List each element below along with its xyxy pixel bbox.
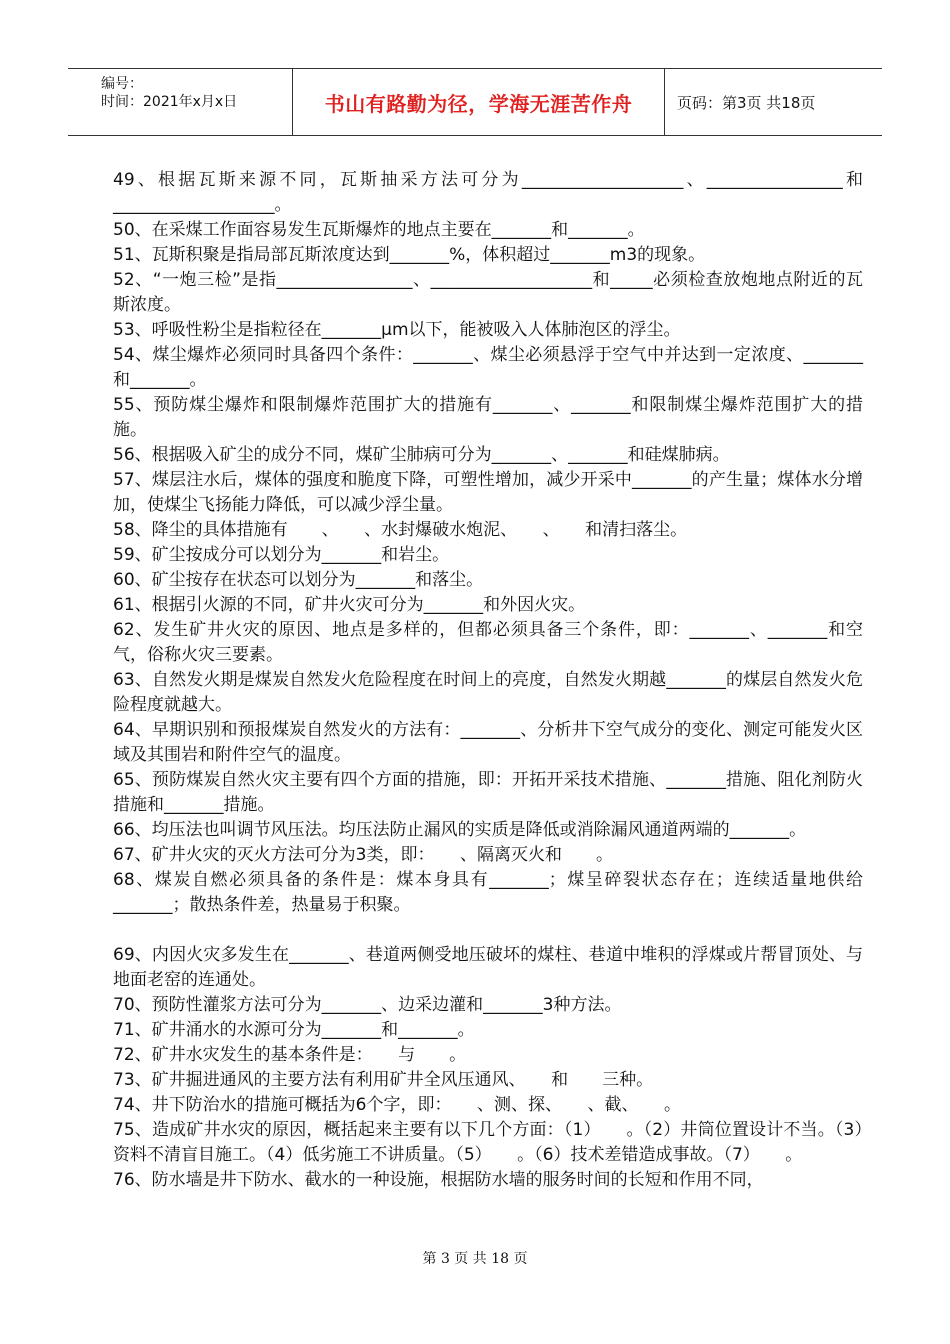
question-item: 54、煤尘爆炸必须同时具备四个条件：_______、煤尘必须悬浮于空气中并达到一定浓度、_______和_______。 bbox=[113, 345, 863, 390]
question-item: 65、预防煤炭自然火灾主要有四个方面的措施，即：开拓开采技术措施、_______措施、阻化剂防火措施和_______措施。 bbox=[113, 770, 863, 815]
page-header bbox=[68, 68, 882, 136]
blank-line bbox=[113, 918, 863, 943]
question-item: 62、发生矿井火灾的原因、地点是多样的，但都必须具备三个条件，即：_______、_______和空气，俗称火灾三要素。 bbox=[113, 620, 863, 665]
question-item: 74、井下防治水的措施可概括为6个字，即： 、测、探、 、截、 。 bbox=[113, 1095, 681, 1115]
question-item: 67、矿井火灾的灭火方法可分为3类，即： 、隔离灭火和 。 bbox=[113, 845, 613, 865]
question-item: 50、在采煤工作面容易发生瓦斯爆炸的地点主要在_______和_______。 bbox=[113, 220, 645, 240]
question-item: 56、根据吸入矿尘的成分不同，煤矿尘肺病可分为_______、_______和硅煤肺病。 bbox=[113, 445, 730, 465]
question-item: 51、瓦斯积聚是指局部瓦斯浓度达到_______%，体积超过_______m3的现象。 bbox=[113, 245, 706, 265]
question-item: 75、造成矿井水灾的原因，概括起来主要有以下几个方面：（1） 。（2）井筒位置设计不当。（3）资料不清盲目施工。（4）低劣施工不讲质量。（5） 。（6）技术差错造成事故。（7） 。 bbox=[113, 1120, 863, 1165]
question-item: 59、矿尘按成分可以划分为_______和岩尘。 bbox=[113, 545, 450, 565]
question-item: 66、均压法也叫调节风压法。均压法防止漏风的实质是降低或消除漏风通道两端的_______。 bbox=[113, 820, 807, 840]
header-motto-cell bbox=[293, 69, 665, 135]
page-footer: 第 3 页 共 18 页 bbox=[422, 1251, 528, 1267]
motto: 书山有路勤为径，学海无涯苦作舟 bbox=[324, 91, 633, 116]
question-item: 70、预防性灌浆方法可分为_______、边采边灌和_______3种方法。 bbox=[113, 995, 622, 1015]
question-item: 72、矿井水灾发生的基本条件是： 与 。 bbox=[113, 1045, 467, 1065]
question-item: 61、根据引火源的不同，矿井火灾可分为_______和外因火灾。 bbox=[113, 595, 586, 615]
question-item: 69、内因火灾多发生在_______、巷道两侧受地压破坏的煤柱、巷道中堆积的浮煤或片帮冒顶处、与地面老窑的连通处。 bbox=[113, 945, 863, 990]
question-item: 58、降尘的具体措施有 、 、水封爆破水炮泥、 、 和清扫落尘。 bbox=[113, 520, 688, 540]
serial-label: 编号： bbox=[101, 76, 143, 92]
question-item: 76、防水墙是井下防水、截水的一种设施，根据防水墙的服务时间的长短和作用不同， bbox=[113, 1170, 764, 1190]
question-item: 49、根据瓦斯来源不同，瓦斯抽采方法可分为___________________、________________和___________________。 bbox=[113, 170, 863, 215]
question-item: 73、矿井掘进通风的主要方法有利用矿井全风压通风、 和 三种。 bbox=[113, 1070, 654, 1090]
question-item: 52、“一炮三检”是指________________、___________________和_____必须检查放炮地点附近的瓦斯浓度。 bbox=[113, 270, 863, 315]
question-item: 57、煤层注水后，煤体的强度和脆度下降，可塑性增加，减少开采中_______的产生量；煤体水分增加，使煤尘飞扬能力降低，可以减少浮尘量。 bbox=[113, 470, 863, 515]
page-info: 页码：第3页 共18页 bbox=[677, 93, 816, 112]
header-page-cell bbox=[665, 69, 882, 135]
question-item: 53、呼吸性粉尘是指粒径在_______μm以下，能被吸入人体肺泡区的浮尘。 bbox=[113, 320, 681, 340]
question-item: 55、预防煤尘爆炸和限制爆炸范围扩大的措施有_______、_______和限制煤尘爆炸范围扩大的措施。 bbox=[113, 395, 863, 440]
question-item: 71、矿井涌水的水源可分为_______和_______。 bbox=[113, 1020, 475, 1040]
question-item: 60、矿尘按存在状态可以划分为_______和落尘。 bbox=[113, 570, 484, 590]
question-item: 63、自然发火期是煤炭自然发火危险程度在时间上的亮度，自然发火期越_______的煤层自然发火危险程度就越大。 bbox=[113, 670, 863, 715]
time-label: 时间：2021年x月x日 bbox=[101, 94, 238, 110]
question-list bbox=[113, 168, 863, 1193]
question-item: 68、煤炭自燃必须具备的条件是：煤本身具有_______；煤呈碎裂状态存在；连续适量地供给_______；散热条件差，热量易于积聚。 bbox=[113, 870, 863, 915]
question-item: 64、早期识别和预报煤炭自然发火的方法有：_______、分析井下空气成分的变化、测定可能发火区域及其围岩和附件空气的温度。 bbox=[113, 720, 863, 765]
header-meta bbox=[68, 69, 293, 135]
